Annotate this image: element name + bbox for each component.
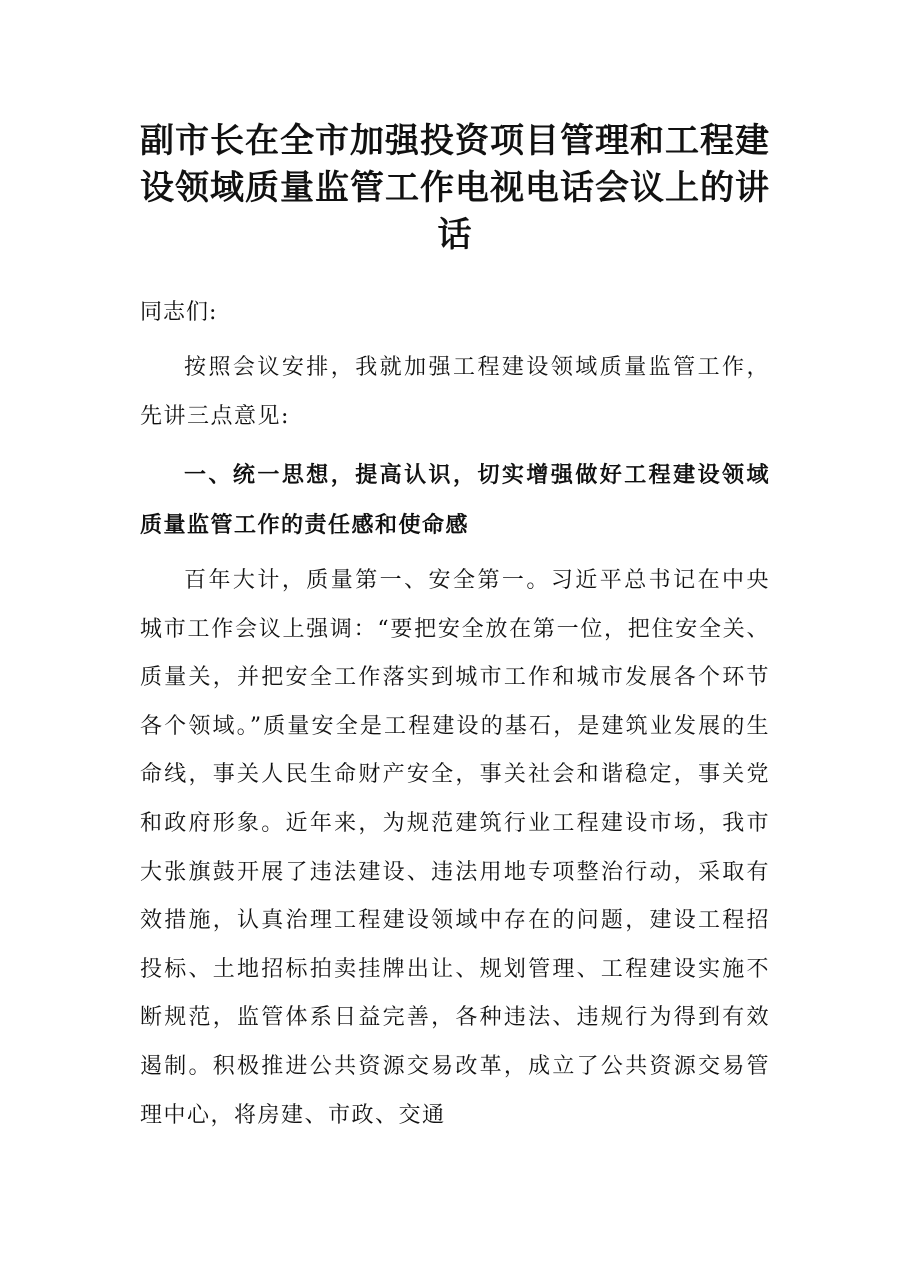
section-heading: 一、统一思想，提高认识，切实增强做好工程建设领域质量监管工作的责任感和使命感 [140, 463, 770, 538]
body-paragraph: 百年大计，质量第一、安全第一。习近平总书记在中央城市工作会议上强调：“要把安全放在第一位，把住安全关、质量关，并把安全工作落实到城市工作和城市发展各个环节各个领域。”质量安全是工程建设的基石，是建筑业发展的生命线，事关人民生命财产安全，事关社会和谐稳定，事关党和政府形象。近年来，为规范建筑行业工程建设市场，我市大张旗鼓开展了违法建设、违法用地专项整治行动，采取有效措施，认真治理工程建设领域中存在的问题，建设工程招投标、土地招标拍卖挂牌出让、规划管理、工程建设实施不断规范，监管体系日益完善，各种违法、违规行为得到有效遏制。积极推进公共资源交易改革，成立了公共资源交易管理中心，将房建、市政、交通 [140, 568, 770, 1128]
salutation: 同志们: [140, 300, 218, 325]
document-title: 副市长在全市加强投资项目管理和工程建设领域质量监管工作电视电话会议上的讲话 [140, 121, 770, 255]
intro-paragraph: 按照会议安排，我就加强工程建设领域质量监管工作，先讲三点意见: [140, 355, 770, 429]
